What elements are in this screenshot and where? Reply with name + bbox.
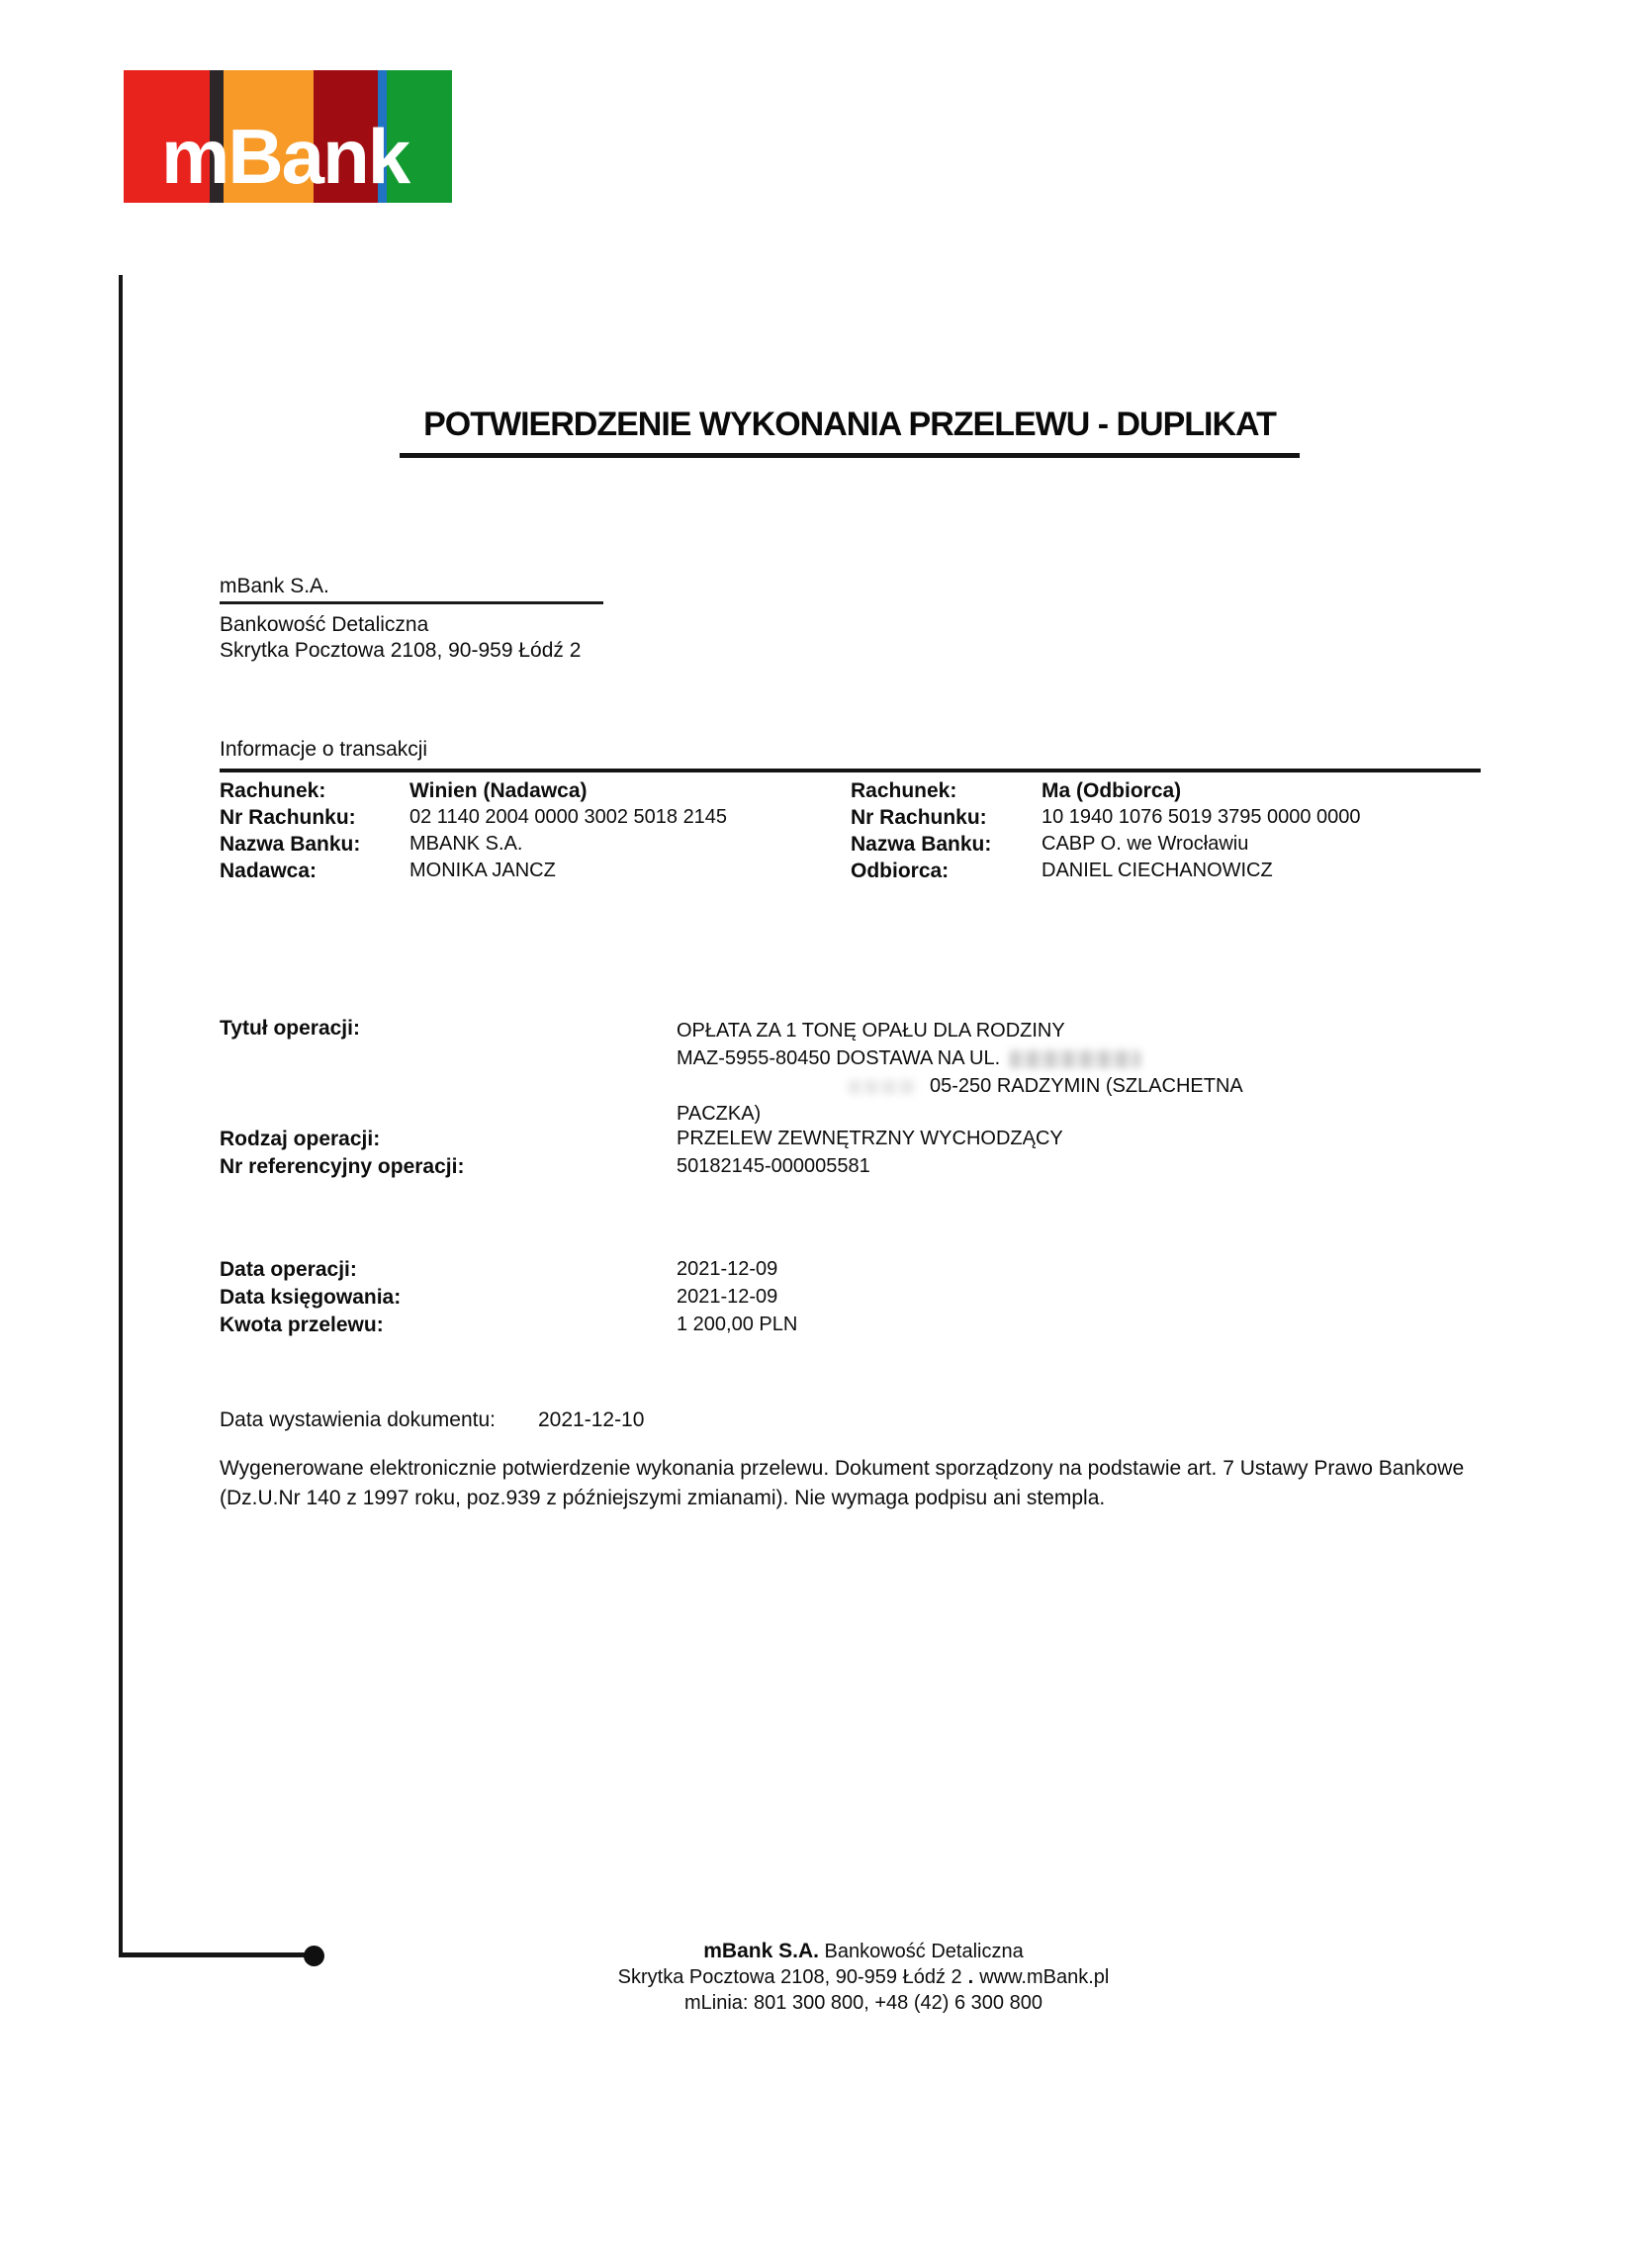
footer-address: Skrytka Pocztowa 2108, 90-959 Łódź 2 bbox=[617, 1966, 962, 1988]
field-label: Tytuł operacji: bbox=[220, 1017, 360, 1040]
document-title-block bbox=[400, 406, 1300, 458]
footer-line-1 bbox=[415, 1939, 1312, 1964]
footer-line-2 bbox=[415, 1964, 1312, 1990]
field-value: DANIEL CIECHANOWICZ bbox=[1042, 860, 1273, 881]
table-row bbox=[220, 1286, 797, 1314]
table-row bbox=[851, 779, 1361, 806]
field-value: 2021-12-09 bbox=[677, 1286, 778, 1308]
sender-address-block bbox=[220, 574, 603, 664]
footer-website: www.mBank.pl bbox=[979, 1966, 1110, 1988]
table-row bbox=[851, 806, 1361, 833]
mbank-logo-wordmark: mBank bbox=[161, 113, 409, 200]
field-value: Winien (Nadawca) bbox=[409, 779, 588, 802]
field-label: Nr referencyjny operacji: bbox=[220, 1155, 465, 1178]
field-label: Odbiorca: bbox=[851, 860, 950, 882]
section-rule bbox=[220, 769, 1481, 772]
operation-ref-row bbox=[220, 1155, 1243, 1183]
sender-address: Skrytka Pocztowa 2108, 90-959 Łódź 2 bbox=[220, 639, 582, 662]
sender-name: mBank S.A. bbox=[220, 575, 329, 597]
field-label: Rachunek: bbox=[220, 779, 326, 802]
field-value: 50182145-000005581 bbox=[677, 1155, 870, 1177]
document-footer bbox=[415, 1939, 1312, 2016]
field-value: MBANK S.A. bbox=[409, 833, 523, 855]
table-row bbox=[220, 806, 727, 833]
table-row bbox=[851, 833, 1361, 860]
operation-title-line: OPŁATA ZA 1 TONĘ OPAŁU DLA RODZINY bbox=[677, 1020, 1065, 1042]
field-value: 1 200,00 PLN bbox=[677, 1314, 798, 1335]
operation-title-row bbox=[220, 1017, 1243, 1128]
margin-line-end-dot bbox=[304, 1946, 324, 1966]
issue-date-row bbox=[220, 1408, 644, 1432]
field-value: 02 1140 2004 0000 3002 5018 2145 bbox=[409, 806, 728, 828]
sender-dept: Bankowość Detaliczna bbox=[220, 613, 429, 636]
redacted-text-blur bbox=[1010, 1050, 1140, 1068]
field-value: CABP O. we Wrocławiu bbox=[1042, 833, 1249, 855]
table-row bbox=[220, 779, 727, 806]
page-title: POTWIERDZENIE WYKONANIA PRZELEWU - DUPLIKAT bbox=[423, 406, 1276, 443]
operation-title-line bbox=[677, 1072, 1243, 1100]
mbank-logo bbox=[124, 70, 452, 203]
operation-title-value bbox=[677, 1017, 1243, 1128]
table-row bbox=[220, 1314, 797, 1341]
field-label: Nadawca: bbox=[220, 860, 317, 882]
footer-separator: . bbox=[967, 1966, 974, 1988]
disclaimer-text: Wygenerowane elektronicznie potwierdzenie wykonania przelewu. Dokument sporządzony na podstawie art. 7 Ustawy Prawo Bankowe (Dz.U.Nr 140 z 1997 roku, poz.939 z późniejszymi zmianami). Nie wymaga podpisu ani stempla. bbox=[220, 1457, 1465, 1509]
operation-title-line-text: 05-250 RADZYMIN (SZLACHETNA bbox=[930, 1075, 1243, 1097]
table-row bbox=[220, 833, 727, 860]
operation-title-line: PACZKA) bbox=[677, 1103, 762, 1125]
footer-company: mBank S.A. bbox=[703, 1940, 819, 1962]
field-value: 2021-12-09 bbox=[677, 1258, 778, 1280]
field-label: Nazwa Banku: bbox=[220, 833, 361, 856]
credit-account-column bbox=[851, 779, 1361, 886]
table-row bbox=[851, 860, 1361, 886]
field-label: Kwota przelewu: bbox=[220, 1314, 384, 1336]
redacted-text-blur bbox=[849, 1080, 916, 1094]
footer-phones: mLinia: 801 300 800, +48 (42) 6 300 800 bbox=[684, 1992, 1042, 2014]
field-label: Data wystawienia dokumentu: bbox=[220, 1408, 496, 1431]
table-row bbox=[220, 1258, 797, 1286]
section-title: Informacje o transakcji bbox=[220, 738, 428, 761]
field-label: Rachunek: bbox=[851, 779, 957, 802]
sender-underline bbox=[220, 601, 603, 604]
field-value: MONIKA JANCZ bbox=[409, 860, 556, 881]
table-row bbox=[220, 860, 727, 886]
debit-account-column bbox=[220, 779, 727, 886]
field-value: 10 1940 1076 5019 3795 0000 0000 bbox=[1042, 806, 1361, 828]
settlement-block bbox=[220, 1258, 797, 1341]
field-label: Nr Rachunku: bbox=[851, 806, 987, 829]
operation-title-line-text: MAZ-5955-80450 DOSTAWA NA UL. bbox=[677, 1047, 1001, 1069]
field-value: Ma (Odbiorca) bbox=[1042, 779, 1182, 802]
field-value: 2021-12-10 bbox=[538, 1408, 645, 1431]
field-label: Nr Rachunku: bbox=[220, 806, 356, 829]
operation-title-line bbox=[677, 1044, 1243, 1072]
operation-type-row bbox=[220, 1128, 1243, 1155]
left-margin-line bbox=[119, 275, 123, 1956]
bottom-margin-line bbox=[119, 1952, 313, 1957]
field-label: Rodzaj operacji: bbox=[220, 1128, 381, 1150]
footer-company-rest: Bankowość Detaliczna bbox=[824, 1941, 1024, 1962]
field-value: PRZELEW ZEWNĘTRZNY WYCHODZĄCY bbox=[677, 1128, 1063, 1149]
field-label: Data księgowania: bbox=[220, 1286, 402, 1309]
field-label: Nazwa Banku: bbox=[851, 833, 992, 856]
operation-details-block bbox=[220, 1017, 1243, 1183]
field-label: Data operacji: bbox=[220, 1258, 357, 1281]
